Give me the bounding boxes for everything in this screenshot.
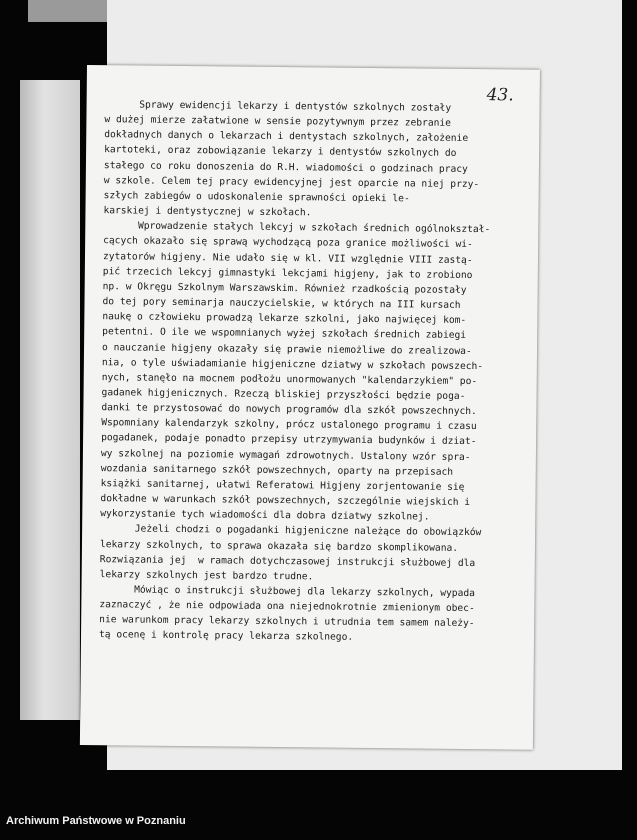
text-line: dokładne w warunkach szkół powszechnych, szczególnie wiejskich i: [100, 493, 471, 509]
text-line: tą ocenę i kontrolę pracy lekarza szkolnego.: [98, 629, 354, 644]
text-line: w szkole. Celem tej pracy ewidencyjnej jest oparcie na niej przy-: [103, 174, 480, 190]
text-line: książki sanitarnej, ułatwi Referatowi Higjeny zorjentowanie się: [100, 478, 465, 493]
text-line: szłych zabiegów o udoskonalenie sprawności opieki le-: [103, 190, 410, 205]
text-line: Sprawy ewidencji lekarzy i dentystów szkolnych zostały: [104, 99, 452, 114]
text-line: cących okazało się sprawą wychodzącą poza granice możliwości wi-: [103, 235, 473, 251]
text-line: kartoteki, oraz zobowiązanie lekarzy i dentystów szkolnych do: [104, 144, 457, 160]
archive-watermark: Archiwum Państwowe w Poznaniu: [6, 815, 186, 827]
text-line: wozdania sanitarnego szkół powszechnych, oparty na przepisach: [100, 462, 454, 478]
text-line: dokładnych danych o lekarzach i dentystach szkolnych, założenie: [104, 129, 469, 145]
text-line: lekarzy szkolnych jest bardzo trudne.: [99, 569, 314, 583]
text-line: wykorzystanie tych wiadomości dla dobra dziatwy szkolnej.: [100, 508, 430, 523]
text-line: Mówiąc o instrukcji służbowej dla lekarzy szkolnych, wypada: [99, 584, 475, 600]
film-edge: [28, 0, 108, 22]
text-line: petentni. O ile we wspomnianych wyżej szkołach średnich zabiegi: [102, 326, 467, 342]
text-line: Rozwiązania jej w ramach dotychczasowej instrukcji służbowej dla: [99, 553, 476, 569]
text-line: nia, o tyle uświadamianie higjeniczne dziatwy w szkołach powszech-: [101, 356, 484, 372]
text-line: Jeżeli chodzi o pogadanki higjeniczne należące do obowiązków: [100, 523, 482, 539]
page-number: 43.: [486, 85, 514, 106]
text-line: w dużej mierze załatwione w sensie pozytywnym przez zebranie: [104, 114, 452, 129]
text-line: np. w Okręgu Szkolnym Warszawskim. Również rzadkością pozostały: [102, 281, 467, 296]
text-line: stałego co roku donoszenia do R.H. wiadomości o godzinach pracy: [103, 159, 468, 175]
document-page: [80, 65, 540, 750]
text-line: zytatorów higjeny. Nie udało się w kl. VII względnie VIII zastą-: [102, 250, 473, 266]
text-line: naukę o człowieku prowadzą lekarze szkolni, jako najwięcej kom-: [102, 311, 467, 327]
text-line: wy szkolnej na poziomie wymagań zdrowotnych. Ustalony wzór spra-: [100, 447, 471, 463]
text-line: pić trzecich lekcyj gimnastyki lekcjami higjeny, jak to zrobiono: [102, 265, 473, 281]
text-line: Wspomniany kalendarzyk szkolny, prócz ustalonego programu i czasu: [101, 417, 477, 433]
text-line: nych, stanęło na mocnem podłożu unormowanych "kalendarzykiem" po-: [101, 371, 478, 387]
text-line: gadanek higjenicznych. Rzeczą bliskiej przyszłości będzie poga-: [101, 387, 466, 402]
text-line: o nauczanie higjeny okazały się prawie niemożliwe do zrealizowa-: [101, 341, 472, 357]
text-line: nie warunkom pracy lekarzy szkolnych i utrudnia tem samem należy-: [99, 614, 475, 630]
text-line: zaznaczyć , że nie odpowiada ona niejednokrotnie zmienionym obec-: [99, 599, 475, 615]
text-line: Wprowadzenie stałych lekcyj w szkołach średnich ogólnokształ-: [103, 220, 491, 236]
typed-text-body: [99, 97, 525, 647]
underlying-page-edge: [20, 80, 80, 720]
text-line: lekarzy szkolnych, to sprawa okazała się bardzo skomplikowana.: [99, 538, 459, 554]
text-line: danki te przystosować do nowych programów dla szkół powszechnych.: [101, 402, 477, 418]
text-line: do tej pory seminarja nauczycielskie, w których na III kursach: [102, 296, 461, 311]
text-line: pogadanek, podaje ponadto przepisy utrzymywania budynków i dziat-: [101, 432, 477, 448]
text-line: karskiej i dentystycznej w szkołach.: [103, 205, 312, 219]
